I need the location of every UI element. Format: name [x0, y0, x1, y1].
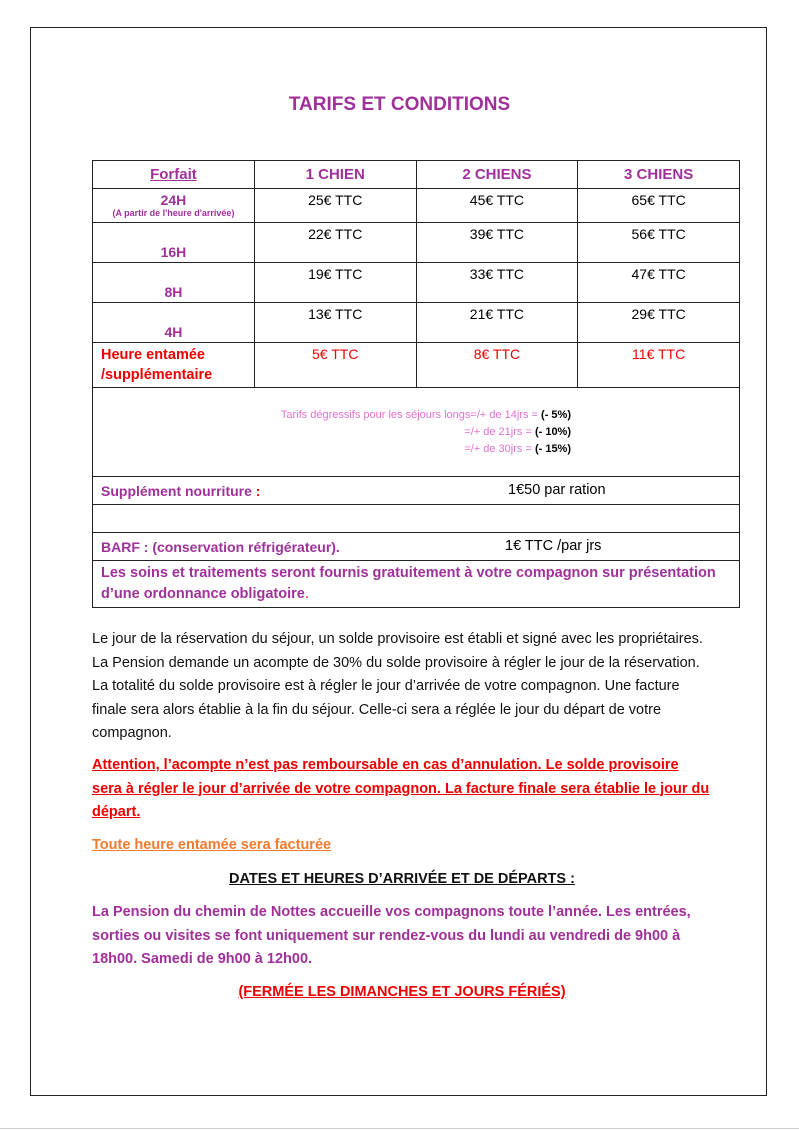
price-cell: 29€ TTC — [578, 303, 740, 343]
food-label: Supplément nourriture — [101, 482, 256, 499]
row-note: (A partir de l'heure d'arrivée) — [112, 208, 235, 218]
table-header-row — [93, 161, 740, 189]
price-cell: 39€ TTC — [416, 223, 578, 263]
row-label: 8H — [93, 263, 255, 303]
header-forfait: Forfait — [93, 161, 255, 189]
table-row — [93, 343, 740, 388]
closed-note: (FERMÉE LES DIMANCHES ET JOURS FÉRIÉS) — [238, 984, 566, 1000]
care-dot: . — [304, 586, 309, 602]
header-2-chiens: 2 CHIENS — [416, 161, 578, 189]
table-row — [93, 263, 740, 303]
degressive-text: =/+ de 30jrs = — [464, 442, 535, 455]
care-row — [93, 561, 740, 608]
barf-row — [93, 533, 740, 561]
attention-paragraph: Attention, l’acompte n’est pas remboursable en cas d’annulation. Le solde provisoire sera à régler le jour d’arrivée de votre compagnon. La facture finale sera établie le jour du départ. — [92, 757, 710, 820]
row-label: 16H — [93, 223, 255, 263]
price-cell: 21€ TTC — [416, 303, 578, 343]
care-cell — [93, 561, 740, 608]
barf-cell — [93, 533, 740, 561]
table-row — [93, 189, 740, 223]
row-label: Heure entamée /supplémentaire — [93, 343, 255, 388]
reservation-paragraph: Le jour de la réservation du séjour, un solde provisoire est établi et signé avec les propriétaires. La Pension demande un acompte de 30% du solde provisoire à régler le jour de la réservation. La totalité du solde provisoire est à régler le jour d’arrivée de votre compagnon. Une facture finale sera alors établie à la fin du séjour. Celle-ci sera a réglée le jour du départ de votre compagnon. — [92, 631, 703, 741]
price-cell: 22€ TTC — [254, 223, 416, 263]
degressive-row — [93, 388, 740, 477]
care-text: Les soins et traitements seront fournis gratuitement à votre compagnon sur présentation d’une ordonnance obligatoire — [101, 565, 716, 602]
table-row — [93, 223, 740, 263]
hour-note: Toute heure entamée sera facturée — [92, 837, 332, 853]
empty-cell — [93, 505, 740, 533]
table-row — [93, 303, 740, 343]
degressive-text: =/+ de 21jrs = — [464, 425, 535, 438]
barf-label: BARF : (conservation réfrigérateur). — [101, 538, 340, 555]
barf-price: 1€ TTC /par jrs — [505, 538, 602, 554]
dates-text: La Pension du chemin de Nottes accueille vos compagnons toute l’année. Les entrées, sorties ou visites se font uniquement sur rendez-vous du lundi au vendredi de 9h00 à 18h00. Samedi de 9h00 à 12h00. — [92, 904, 691, 967]
dates-title: DATES ET HEURES D’ARRIVÉE ET DE DÉPARTS : — [229, 871, 575, 887]
price-cell: 25€ TTC — [254, 189, 416, 223]
row-label-text: 24H — [160, 192, 187, 208]
price-cell: 45€ TTC — [416, 189, 578, 223]
pricing-table — [92, 160, 740, 608]
empty-row — [93, 505, 740, 533]
price-cell: 33€ TTC — [416, 263, 578, 303]
degressive-block — [93, 407, 739, 458]
header-3-chiens: 3 CHIENS — [578, 161, 740, 189]
degressive-text: Tarifs dégressifs pour les séjours longs=/+ de 14jrs = — [280, 408, 542, 421]
header-1-chien: 1 CHIEN — [254, 161, 416, 189]
row-label: 4H — [93, 303, 255, 343]
food-price: 1€50 par ration — [508, 482, 606, 498]
degressive-cell — [93, 388, 740, 477]
degressive-value: (- 10%) — [534, 425, 571, 438]
degressive-value: (- 5%) — [541, 408, 571, 421]
price-cell: 11€ TTC — [578, 343, 740, 388]
food-row — [93, 477, 740, 505]
page-title: TARIFS ET CONDITIONS — [288, 94, 511, 115]
page-bottom-edge — [0, 1128, 799, 1129]
price-cell: 47€ TTC — [578, 263, 740, 303]
food-colon: : — [255, 482, 261, 499]
row-label — [93, 189, 255, 223]
price-cell: 65€ TTC — [578, 189, 740, 223]
price-cell: 19€ TTC — [254, 263, 416, 303]
price-cell: 13€ TTC — [254, 303, 416, 343]
price-cell: 5€ TTC — [254, 343, 416, 388]
price-cell: 8€ TTC — [416, 343, 578, 388]
price-cell: 56€ TTC — [578, 223, 740, 263]
degressive-value: (- 15%) — [534, 442, 571, 455]
food-cell — [93, 477, 740, 505]
